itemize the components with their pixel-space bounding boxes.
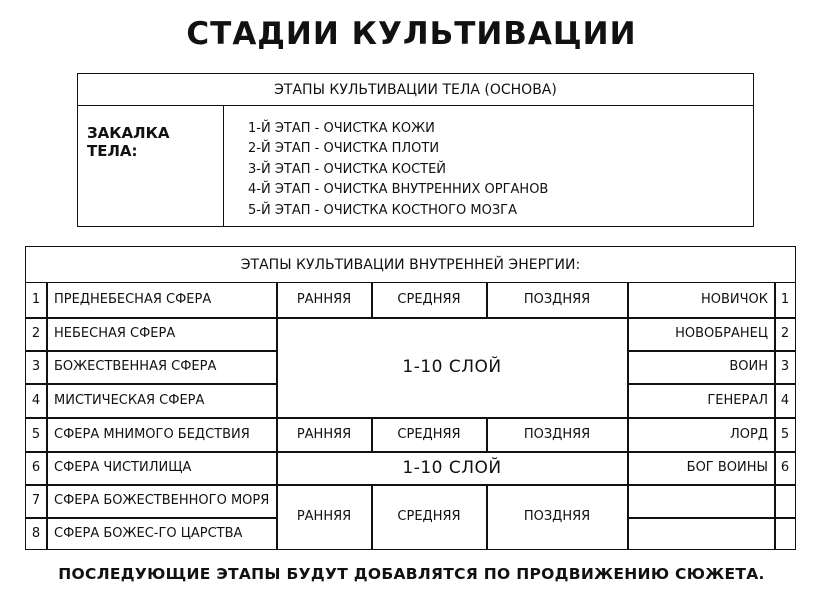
body-stage-list: [224, 106, 548, 227]
body-cultivation-table: [77, 73, 754, 227]
body-stage-item: 4-Й ЭТАП - ОЧИСТКА ВНУТРЕННИХ ОРГАНОВ: [248, 182, 549, 198]
body-stage-item: 5-Й ЭТАП - ОЧИСТКА КОСТНОГО МОЗГА: [248, 202, 517, 218]
phase-late: ПОЗДНЯЯ: [523, 426, 591, 442]
sphere-name: СФЕРА МНИМОГО БЕДСТВИЯ: [54, 426, 250, 442]
phase-late: ПОЗДНЯЯ: [523, 509, 591, 524]
phase-early: РАННЯЯ: [296, 509, 352, 524]
footer-note: ПОСЛЕДУЮЩИЕ ЭТАПЫ БУДУТ ДОБАВЛЯТСЯ ПО ПРОДВИЖЕНИЮ СЮЖЕТА.: [58, 565, 765, 583]
rank-number: 1: [780, 292, 790, 307]
sphere-number: 3: [31, 359, 41, 374]
layers-cell: 1-10 СЛОЙ: [402, 357, 502, 377]
sphere-name: НЕБЕСНАЯ СФЕРА: [54, 326, 176, 341]
page-title: СТАДИИ КУЛЬТИВАЦИИ: [186, 16, 637, 52]
rank-name: ГЕНЕРАЛ: [707, 392, 768, 408]
body-table-row: [78, 106, 753, 227]
sphere-number: 1: [31, 292, 41, 307]
sphere-number: 8: [31, 525, 41, 541]
layers-cell: 1-10 СЛОЙ: [402, 457, 502, 478]
sphere-name: МИСТИЧЕСКАЯ СФЕРА: [54, 392, 205, 408]
rank-number: 3: [780, 359, 790, 374]
body-tempering-label: ЗАКАЛКА ТЕЛА:: [78, 106, 224, 227]
rank-name: ЛОРД: [729, 426, 768, 442]
energy-cultivation-table: [25, 246, 796, 550]
rank-name: НОВИЧОК: [700, 292, 768, 307]
rank-name: [628, 484, 774, 517]
rank-number: 5: [780, 426, 790, 442]
phase-late: ПОЗДНЯЯ: [523, 292, 591, 307]
sphere-number: 4: [31, 392, 41, 408]
rank-name: БОГ ВОИНЫ: [686, 460, 768, 475]
rank-number: 4: [780, 392, 790, 408]
phase-middle: СРЕДНЯЯ: [397, 509, 461, 524]
sphere-name: СФЕРА БОЖЕСТВЕННОГО МОРЯ: [54, 493, 270, 508]
rank-name: [628, 517, 774, 549]
phase-early: РАННЯЯ: [296, 426, 352, 442]
body-table-heading: ЭТАПЫ КУЛЬТИВАЦИИ ТЕЛА (ОСНОВА): [78, 74, 753, 106]
sphere-number: 6: [31, 460, 41, 475]
rank-number: 2: [780, 326, 790, 341]
sphere-name: СФЕРА ЧИСТИЛИЩА: [54, 460, 192, 475]
rank-name: ВОИН: [729, 359, 768, 374]
rank-number: [775, 484, 795, 517]
phase-middle: СРЕДНЯЯ: [397, 292, 461, 307]
rank-name: НОВОБРАНЕЦ: [675, 326, 768, 341]
energy-table-heading: ЭТАПЫ КУЛЬТИВАЦИИ ВНУТРЕННЕЙ ЭНЕРГИИ:: [26, 247, 795, 283]
sphere-name: СФЕРА БОЖЕС-ГО ЦАРСТВА: [54, 525, 243, 541]
sphere-number: 2: [31, 326, 41, 341]
phase-middle: СРЕДНЯЯ: [397, 426, 461, 442]
body-stage-item: 3-Й ЭТАП - ОЧИСТКА КОСТЕЙ: [248, 161, 447, 177]
phase-early: РАННЯЯ: [296, 292, 352, 307]
rank-number: [775, 517, 795, 549]
sphere-name: БОЖЕСТВЕННАЯ СФЕРА: [54, 359, 217, 374]
sphere-number: 7: [31, 493, 41, 508]
body-stage-item: 1-Й ЭТАП - ОЧИСТКА КОЖИ: [248, 121, 435, 136]
body-stage-item: 2-Й ЭТАП - ОЧИСТКА ПЛОТИ: [248, 141, 440, 157]
sphere-name: ПРЕДНЕБЕСНАЯ СФЕРА: [54, 292, 212, 307]
rank-number: 6: [780, 460, 790, 475]
sphere-number: 5: [31, 426, 41, 442]
